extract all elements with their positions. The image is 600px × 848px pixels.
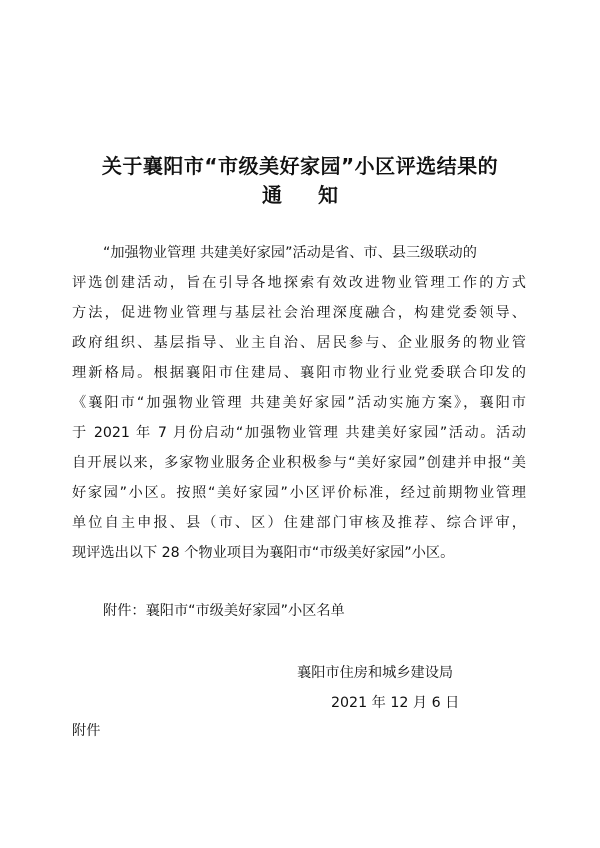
issue-date: 2021 年 12 月 6 日 bbox=[331, 695, 460, 711]
body-paragraph-line: “加强物业管理 共建美好家园”活动是省、市、县三级联动的 bbox=[103, 245, 477, 261]
attachment-note: 附件：襄阳市“市级美好家园”小区名单 bbox=[103, 603, 345, 619]
notice-title-suffix: 通知 bbox=[262, 183, 374, 207]
body-paragraph-line: 于 2021 年 7 月份启动“加强物业管理 共建美好家园”活动。活动 bbox=[72, 425, 526, 441]
body-paragraph-line: 单位自主申报、县（市、区）住建部门审核及推荐、综合评审， bbox=[72, 515, 526, 531]
body-paragraph-line: 好家园”小区。按照“美好家园”小区评价标准，经过前期物业管理 bbox=[72, 485, 526, 501]
body-paragraph-line: 现评选出以下 28 个物业项目为襄阳市“市级美好家园”小区。 bbox=[72, 545, 455, 561]
body-paragraph-line: 评选创建活动，旨在引导各地探索有效改进物业管理工作的方式 bbox=[72, 275, 526, 291]
body-paragraph-line: 《襄阳市“加强物业管理 共建美好家园”活动实施方案》，襄阳市 bbox=[72, 395, 526, 411]
body-paragraph-line: 方法，促进物业管理与基层社会治理深度融合，构建党委领导、 bbox=[72, 305, 526, 321]
issuer-name: 襄阳市住房和城乡建设局 bbox=[297, 665, 454, 681]
body-paragraph-line: 自开展以来，多家物业服务企业积极参与“美好家园”创建并申报“美 bbox=[72, 455, 526, 471]
body-paragraph-line: 政府组织、基层指导、业主自治、居民参与、企业服务的物业管 bbox=[72, 335, 526, 351]
annex-label: 附件 bbox=[72, 723, 101, 739]
notice-title: 关于襄阳市“市级美好家园”小区评选结果的 bbox=[101, 154, 499, 178]
body-paragraph-line: 理新格局。根据襄阳市住建局、襄阳市物业行业党委联合印发的 bbox=[72, 365, 526, 381]
